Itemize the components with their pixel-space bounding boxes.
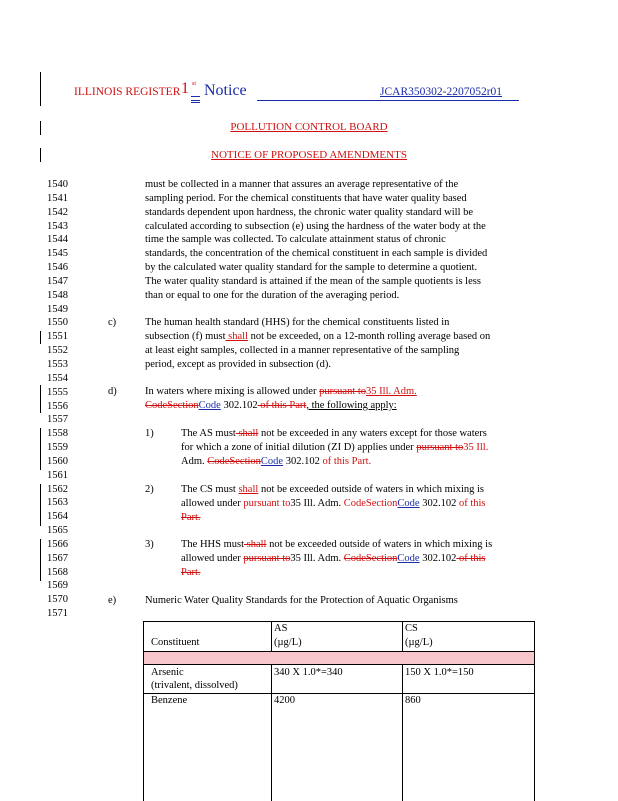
item-2-codesection: CodeSection — [343, 497, 398, 509]
item-3-text — [181, 538, 541, 580]
footnote-marker: st — [192, 81, 197, 87]
inserted-shall: shall — [238, 484, 259, 495]
table-border-left — [143, 621, 144, 801]
subsection-d-text — [145, 385, 545, 413]
deleted-pursuant-to: pursuant to — [243, 552, 291, 564]
item-3-35-ill: 35 Ill. Adm. — [290, 552, 344, 564]
deleted-part: Part. — [181, 511, 201, 523]
sub-d-line2 — [145, 399, 545, 413]
line-number: 1553 — [47, 358, 68, 370]
inserted-shall: shall — [225, 330, 248, 342]
row-arsenic-as: 340 X 1.0*=340 — [274, 667, 343, 678]
paragraph-line: sampling period. For the chemical constituents that have water quality based — [145, 192, 467, 204]
item-1-label: 1) — [145, 428, 154, 439]
line-number: 1561 — [47, 469, 68, 481]
inserted-35-ill-adm: 35 Ill. Adm. — [366, 386, 417, 397]
item-2-line3 — [181, 511, 541, 525]
item-3-label: 3) — [145, 539, 154, 550]
line-number: 1544 — [47, 234, 68, 246]
sub-c-line2 — [145, 330, 545, 344]
notice-title: NOTICE OF PROPOSED AMENDMENTS — [211, 149, 407, 161]
standards-table — [143, 621, 535, 801]
item-1-section: 302.102 — [283, 455, 320, 467]
line-number: 1562 — [47, 483, 68, 495]
item-2-pursuant-to: pursuant to — [243, 497, 291, 509]
subsection-c-label: c) — [108, 317, 117, 328]
line-number: 1560 — [47, 455, 68, 467]
paragraph-line: standards, the concentration of the chemical constituent in each sample is divided — [145, 248, 488, 260]
item-3-section: 302.102 — [419, 552, 457, 564]
deleted-pursuant-to: pursuant to — [319, 386, 367, 397]
line-number: 1556 — [47, 400, 68, 412]
sub-c-line1: The human health standard (HHS) for the chemical constituents listed in — [145, 317, 450, 328]
line-number: 1555 — [47, 386, 68, 398]
row-rule-2 — [143, 693, 535, 694]
paragraph-line: must be collected in a manner that assures an average representative of the — [145, 179, 459, 190]
line-number: 1552 — [47, 345, 68, 357]
deleted-of-this-part: of this Part — [257, 399, 307, 411]
line-number: 1551 — [47, 331, 68, 343]
paragraph-line: than or equal to one for the duration of the averaging period. — [145, 289, 400, 301]
item-1-line3 — [181, 455, 541, 469]
line-number: 1559 — [47, 442, 68, 454]
item-2-allowed: allowed under — [181, 497, 244, 509]
item-1-text-d: for which a zone of initial dilution (ZI D) applies under — [181, 441, 417, 453]
col-header-as-unit: (µg/L) — [274, 637, 302, 648]
paragraph-line: standards dependent upon hardness, the chronic water quality standard will be — [145, 206, 474, 218]
paragraph-line: The water quality standard is attained if the mean of the sample quotients is less — [145, 275, 481, 287]
line-number: 1564 — [47, 511, 68, 523]
change-bar-3 — [40, 539, 41, 581]
item-2-text — [181, 483, 541, 525]
change-bar-header — [40, 72, 41, 106]
subsection-e-label: e) — [108, 595, 117, 606]
line-number: 1540 — [47, 179, 68, 190]
item-2-line1 — [181, 483, 541, 497]
deleted-part: Part. — [181, 566, 201, 578]
notice-label: Notice — [204, 82, 247, 99]
item-3-line1 — [181, 538, 541, 552]
col-divider-1 — [271, 621, 272, 801]
row-rule-1 — [143, 664, 535, 665]
subsection-e-text: Numeric Water Quality Standards for the Protection of Aquatic Organisms — [145, 595, 458, 606]
col-divider-2 — [402, 621, 403, 801]
item-3-text-a: The HHS must — [181, 539, 244, 550]
paragraph-line: time the sample was collected. To calculate attainment status of chronic — [145, 234, 446, 246]
double-underline-mark — [191, 96, 200, 101]
row-arsenic-name: Arsenic — [151, 667, 184, 678]
item-1-text — [181, 427, 541, 469]
row-benzene-as: 4200 — [274, 695, 295, 706]
line-number: 1542 — [47, 206, 68, 218]
paragraph-line: by the calculated water quality standard for the sample to determine a quotient. — [145, 262, 478, 274]
sub-d-apply: , the following apply: — [306, 399, 397, 411]
item-1-line1 — [181, 427, 541, 441]
line-number: 1554 — [47, 372, 68, 384]
line-number: 1571 — [47, 608, 68, 620]
deleted-codesection: CodeSection — [145, 399, 199, 411]
inserted-code: Code — [198, 399, 221, 411]
inserted-code: Code — [397, 497, 420, 509]
line-number: 1566 — [47, 538, 68, 550]
table-border-top — [143, 621, 535, 622]
paragraph-averaging — [145, 178, 545, 303]
col-header-constituent: Constituent — [151, 637, 200, 648]
line-number: 1541 — [47, 192, 68, 204]
col-header-cs-unit: (µg/L) — [405, 637, 433, 648]
table-border-right — [534, 621, 535, 801]
change-bar-2 — [40, 484, 41, 526]
line-number: 1550 — [47, 317, 68, 329]
sub-c-text-a: subsection (f) must — [145, 330, 226, 342]
item-3-line2 — [181, 552, 541, 566]
page-number: 1 — [181, 80, 189, 97]
line-numbers — [47, 178, 87, 621]
item-1-text-a: The AS must — [181, 428, 236, 439]
inserted-row-highlight — [144, 652, 534, 664]
subsection-d-label: d) — [108, 386, 117, 397]
item-2-line2 — [181, 497, 541, 511]
sub-c-line4: period, except as provided in subsection (d). — [145, 358, 332, 370]
row-arsenic-cs: 150 X 1.0*=150 — [405, 667, 474, 678]
inserted-code: Code — [397, 552, 420, 564]
item-2-label: 2) — [145, 484, 154, 495]
deleted-shall: shall — [244, 539, 267, 550]
line-number: 1569 — [47, 580, 68, 592]
register-label: ILLINOIS REGISTER — [74, 86, 181, 98]
row-arsenic-sub: (trivalent, dissolved) — [151, 680, 238, 691]
line-number: 1557 — [47, 414, 68, 426]
agency-title: POLLUTION CONTROL BOARD — [230, 121, 388, 133]
line-number: 1546 — [47, 262, 68, 274]
inserted-35-ill: 35 Ill. — [463, 441, 489, 453]
line-number: 1570 — [47, 594, 68, 606]
line-number: 1567 — [47, 552, 68, 564]
deleted-pursuant-to: pursuant to — [416, 441, 464, 453]
paragraph-line: calculated according to subsection (e) using the hardness of the water body at the — [145, 220, 486, 232]
row-benzene-name: Benzene — [151, 695, 188, 706]
sub-c-line3: at least eight samples, collected in a manner representative of the sampling — [145, 344, 460, 356]
col-header-as: AS — [274, 623, 288, 634]
sub-d-text-a: In waters where mixing is allowed under — [145, 386, 320, 397]
subsection-c-text — [145, 316, 545, 371]
change-bar-d — [40, 385, 41, 413]
col-header-cs: CS — [405, 623, 418, 634]
item-2-of-this: of this — [456, 497, 486, 509]
change-bar-1 — [40, 428, 41, 470]
deleted-codesection: CodeSection — [343, 552, 398, 564]
change-bar-c — [40, 331, 41, 344]
deleted-codesection: CodeSection — [207, 455, 261, 467]
item-1-adm: Adm. — [181, 455, 208, 467]
page-header — [74, 82, 544, 108]
line-number: 1565 — [47, 525, 68, 537]
line-number: 1548 — [47, 289, 68, 301]
line-number: 1568 — [47, 566, 68, 578]
deleted-of-this: of this — [456, 552, 486, 564]
inserted-code: Code — [260, 455, 284, 467]
deleted-shall: shall — [235, 428, 259, 439]
double-underline-mark-2 — [191, 102, 200, 103]
line-number: 1549 — [47, 303, 68, 315]
item-2-35-ill: 35 Ill. Adm. — [290, 497, 344, 509]
line-number: 1545 — [47, 248, 68, 260]
item-3-allowed: allowed under — [181, 552, 244, 564]
line-number: 1543 — [47, 220, 68, 232]
header-rule — [257, 100, 519, 101]
item-3-line3 — [181, 566, 541, 580]
jcar-code: JCAR350302-2207052r01 — [380, 86, 503, 98]
item-1-text-c: not be exceeded in any waters except for those waters — [258, 428, 487, 439]
item-1-of-this-part: of this Part. — [319, 455, 372, 467]
line-number: 1563 — [47, 497, 68, 509]
row-benzene-cs: 860 — [405, 695, 421, 706]
line-number: 1558 — [47, 428, 68, 440]
sub-d-section: 302.102 — [220, 399, 258, 411]
sub-c-text-c: not be exceeded, on a 12-month rolling average based on — [247, 330, 491, 342]
item-2-section: 302.102 — [419, 497, 457, 509]
item-1-line2 — [181, 441, 541, 455]
item-2-text-a: The CS must — [181, 484, 239, 495]
item-3-text-c: not be exceeded outside of waters in which mixing is — [266, 539, 493, 550]
sub-d-line1 — [145, 385, 545, 399]
item-2-text-c: not be exceeded outside of waters in which mixing is — [258, 484, 485, 495]
line-number: 1547 — [47, 275, 68, 287]
